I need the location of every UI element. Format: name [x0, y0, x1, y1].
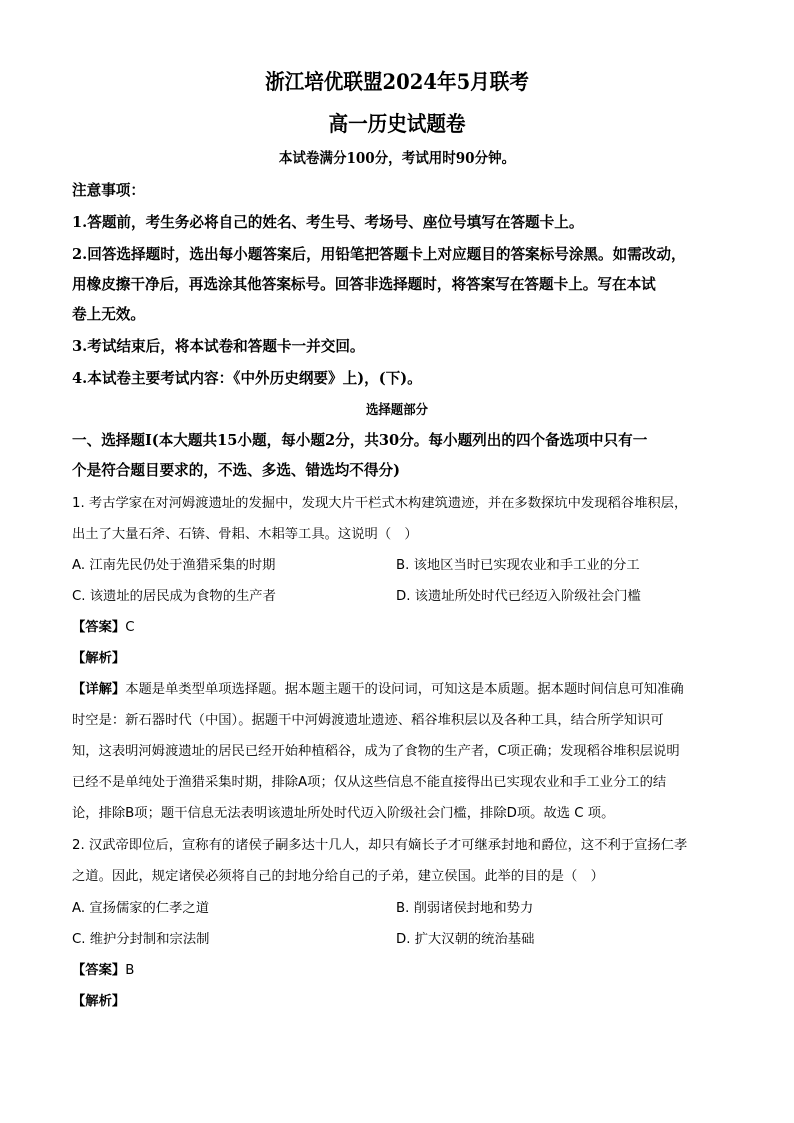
exam-subtitle: 高一历史试题卷: [328, 111, 466, 136]
q1-answer-row: [72, 618, 722, 638]
q1-answer-value: C: [125, 620, 135, 635]
q1-option-d: D. 该遗址所处时代已经迈入阶级社会门槛: [396, 589, 641, 604]
section-intro-line-1: 一、选择题Ⅰ(本大题共15小题，每小题2分，共30分。每小题列出的四个备选项中只有一: [72, 432, 648, 449]
q2-option-a: A. 宣扬儒家的仁孝之道: [72, 901, 209, 916]
q1-answer-tag: 【答案】: [72, 620, 126, 635]
q1-stem-line-1: 1. 考古学家在对河姆渡遗址的发掘中，发现大片干栏式木构建筑遗迹，并在多数探坑中发现稻谷堆积层，: [72, 496, 688, 511]
notice-item-2-line-3: 卷上无效。: [72, 306, 145, 323]
q2-stem-line-2: 之道。因此，规定诸侯必须将自己的封地分给自己的子弟，建立侯国。此举的目的是（ ）: [72, 869, 604, 884]
exam-title: 浙江培优联盟2024年5月联考: [265, 69, 529, 94]
q1-detail-line-4: 已经不是单纯处于渔猎采集时期，排除A项；仅从这些信息不能直接得出已实现农业和手工业分工的结: [72, 775, 667, 790]
notice-item-3: 3.考试结束后，将本试卷和答题卡一并交回。: [72, 338, 365, 355]
exam-info: 本试卷满分100分，考试用时90分钟。: [278, 150, 516, 167]
q1-detail-line-1: [72, 680, 722, 700]
q1-detail-tag: 【详解】: [72, 682, 126, 697]
q1-detail-line-3: 知，这表明河姆渡遗址的居民已经开始种植稻谷，成为了食物的生产者，C项正确；发现稻谷堆积层说明: [72, 744, 680, 759]
q1-option-a: A. 江南先民仍处于渔猎采集的时期: [72, 558, 276, 573]
q2-answer-tag: 【答案】: [72, 963, 126, 978]
notice-item-1: 1.答题前，考生务必将自己的姓名、考生号、考场号、座位号填写在答题卡上。: [72, 214, 584, 231]
q1-detail-line-2: 时空是：新石器时代（中国）。据题干中河姆渡遗址遗迹、稻谷堆积层以及各种工具，结合所学知识可: [72, 713, 664, 728]
q2-answer-row: [72, 961, 722, 981]
notice-item-2-line-2: 用橡皮擦干净后，再选涂其他答案标号。回答非选择题时，将答案写在答题卡上。写在本试: [72, 276, 656, 293]
q1-analysis-tag: 【解析】: [72, 651, 126, 666]
notice-heading: 注意事项：: [72, 182, 145, 199]
q1-detail-text-1: 本题是单类型单项选择题。据本题主题干的设问词，可知这是本质题。据本题时间信息可知准确: [125, 682, 684, 697]
q2-option-d: D. 扩大汉朝的统治基础: [396, 932, 535, 947]
q1-detail-line-5: 论，排除B项；题干信息无法表明该遗址所处时代迈入阶级社会门槛，排除D项。故选 C 项。: [72, 806, 615, 821]
q1-option-c: C. 该遗址的居民成为食物的生产者: [72, 589, 276, 604]
q1-option-b: B. 该地区当时已实现农业和手工业的分工: [396, 558, 640, 573]
notice-item-2-line-1: 2.回答选择题时，选出每小题答案后，用铅笔把答题卡上对应题目的答案标号涂黑。如需改动，: [72, 246, 686, 263]
q2-option-b: B. 削弱诸侯封地和势力: [396, 901, 534, 916]
section-heading: 选择题部分: [366, 403, 428, 418]
notice-item-4: 4.本试卷主要考试内容：《中外历史纲要》上)，(下)。: [72, 370, 422, 387]
q2-option-c: C. 维护分封制和宗法制: [72, 932, 210, 947]
q2-answer-value: B: [125, 963, 135, 978]
q1-stem-line-2: 出土了大量石斧、石锛、骨耜、木耜等工具。这说明（ ）: [72, 527, 418, 542]
q2-analysis-tag: 【解析】: [72, 994, 126, 1009]
section-intro-line-2: 个是符合题目要求的，不选、多选、错选均不得分): [72, 462, 400, 479]
q2-stem-line-1: 2. 汉武帝即位后，宣称有的诸侯子嗣多达十几人，却只有嫡长子才可继承封地和爵位，这不利于宣扬仁孝: [72, 838, 688, 853]
